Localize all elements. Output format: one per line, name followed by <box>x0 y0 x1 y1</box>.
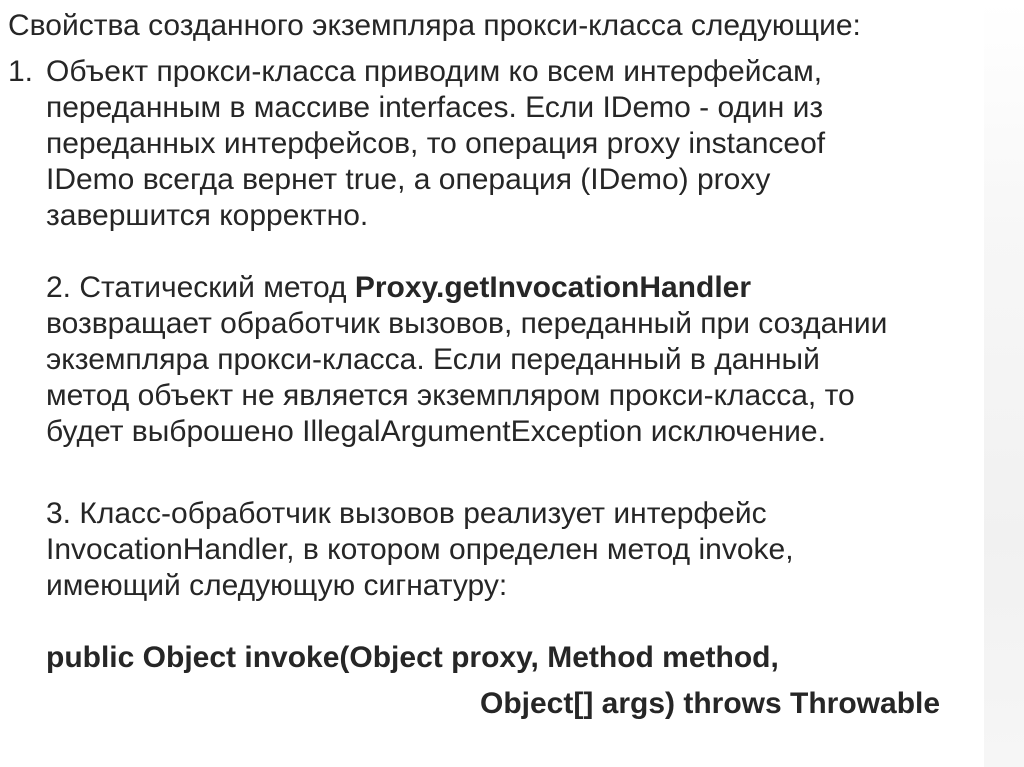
item-2-prefix: 2. Статический метод <box>46 271 355 304</box>
text-line: 3. Класс-обработчик вызовов реализует интерфейс <box>46 497 767 530</box>
text-line: Объект прокси-класса приводим ко всем интерфейсам, <box>46 55 823 88</box>
text-line: имеющий следующую сигнатуру: <box>46 569 508 602</box>
list-item-1-text <box>46 54 825 234</box>
slide-edge-decoration <box>984 0 1024 767</box>
method-name: Proxy.getInvocationHandler <box>354 271 752 304</box>
text-line: InvocationHandler, в котором определен метод invoke, <box>46 533 794 566</box>
list-number-1: 1. <box>8 55 34 88</box>
method-signature-line-2: Object[] args) throws Throwable <box>480 687 941 720</box>
intro-text: Свойства созданного экземпляра прокси-класса следующие: <box>8 9 861 42</box>
text-line: экземпляра прокси-класса. Если переданный в данный <box>46 343 820 376</box>
method-signature-line-1: public Object invoke(Object proxy, Method method, <box>46 641 779 674</box>
text-line: переданных интерфейсов, то операция proxy instanceof <box>46 127 826 160</box>
text-line: завершится корректно. <box>46 199 369 232</box>
text-line: возвращает обработчик вызовов, переданный при создании <box>46 307 888 340</box>
text-line: переданным в массиве interfaces. Если IDemo - один из <box>46 91 824 124</box>
text-line: IDemo всегда вернет true, а операция (IDemo) proxy <box>46 163 771 196</box>
list-item-3 <box>46 496 794 604</box>
text-line: будет выброшено IllegalArgumentException исключение. <box>46 415 826 448</box>
text-line: метод объект не является экземпляром прокси-класса, то <box>46 379 855 412</box>
list-item-2 <box>46 270 887 450</box>
text-line <box>46 270 887 306</box>
